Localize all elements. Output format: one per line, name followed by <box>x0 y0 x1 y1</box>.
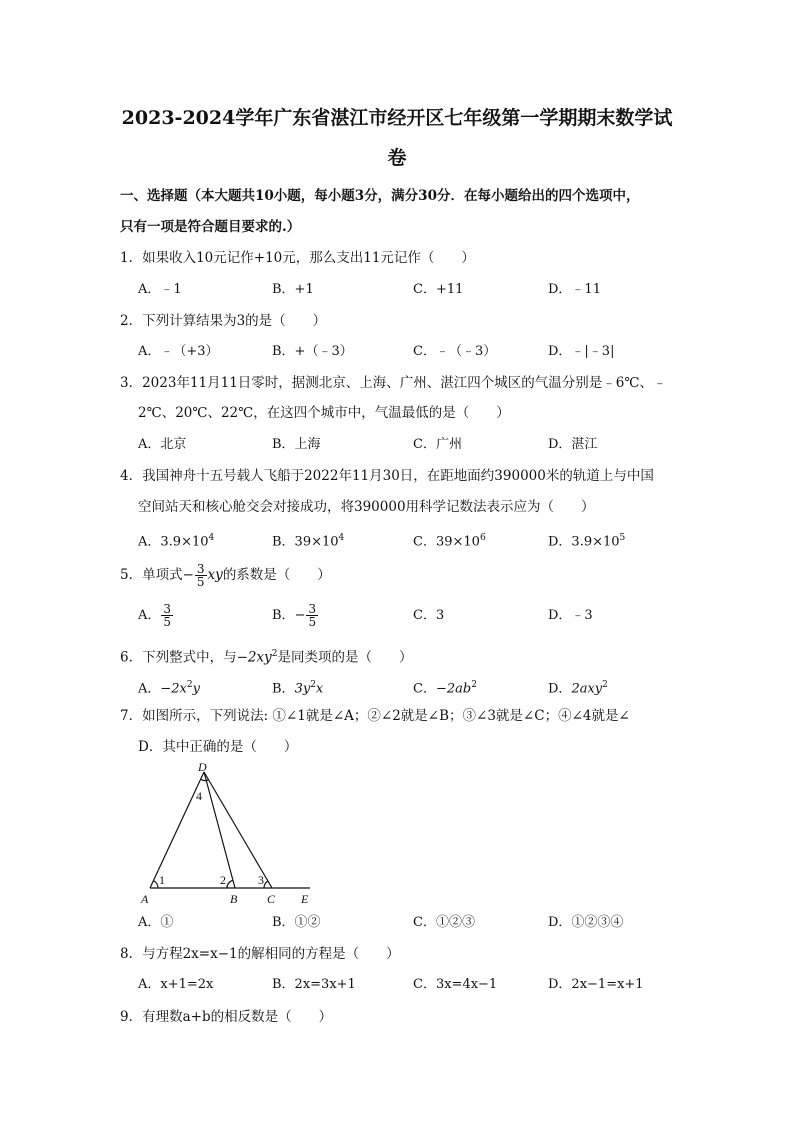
question-4-option-c: C．$39\times 10^6$ <box>413 533 486 550</box>
segment-dc <box>204 772 272 888</box>
question-7-option-b: B．①② <box>272 915 321 930</box>
question-1-stem: 1．如果收入10元记作+10元，那么支出11元记作（ ） <box>120 250 475 266</box>
triangle-figure <box>140 760 320 910</box>
segment-db <box>204 772 235 888</box>
question-2-option-d: D．﹣|﹣3| <box>548 344 615 359</box>
question-4-stem-line-2: 空间站天和核心舱交会对接成功，将390000用科学记数法表示应为（ ） <box>138 499 595 515</box>
question-4-stem-line-1: 4．我国神舟十五号载人飞船于2022年11月30日，在距地面约390000米的轨道上与中国 <box>120 468 654 484</box>
question-3-option-d: D．湛江 <box>548 437 598 452</box>
question-6-option-c: C．$-2ab^2$ <box>413 680 477 697</box>
question-1-option-c: C．+11 <box>413 282 464 297</box>
question-2-stem: 2．下列计算结果为3的是（ ） <box>120 313 327 329</box>
question-6-option-d: D．2axy$^2$ <box>548 680 608 697</box>
exam-title-line-1: 2023-2024学年广东省湛江市经开区七年级第一学期期末数学试 <box>121 107 673 129</box>
question-6-option-b: B．$3y^2x$ <box>272 680 324 697</box>
question-4-option-b: B．$39\times 10^4$ <box>272 533 345 550</box>
question-6-stem: 6．下列整式中，与$-2xy^2$是同类项的是（ ） <box>120 649 413 666</box>
question-6-option-a: A．$-2x^2y$ <box>138 680 200 697</box>
question-8-option-d: D．2x−1=x+1 <box>548 977 644 992</box>
question-2-option-b: B．+（﹣3） <box>272 344 353 359</box>
question-7-stem-line-1: 7．如图所示，下列说法: ①∠1就是∠A；②∠2就是∠B；③∠3就是∠C；④∠4就是∠ <box>120 708 630 724</box>
question-5-option-d: D．﹣3 <box>548 608 593 623</box>
angle-arc-4 <box>201 779 209 780</box>
angle-arc-3 <box>264 881 268 888</box>
question-5-stem: 5．单项式− $\frac{3}{5}$ xy的系数是（ ） <box>120 562 331 589</box>
section-heading-line-1: 一、选择题（本大题共10小题，每小题3分，满分30分．在每小题给出的四个选项中， <box>120 188 640 204</box>
question-9-stem: 9．有理数a+b的相反数是（ ） <box>120 1009 333 1025</box>
question-7-stem-line-2: D．其中正确的是（ ） <box>138 739 298 755</box>
angle-label-1: 1 <box>159 873 165 887</box>
question-8-option-b: B．2x=3x+1 <box>272 977 356 992</box>
question-1-option-a: A．﹣1 <box>138 282 182 297</box>
label-e: E <box>301 892 309 906</box>
coefficient-fraction: $\frac{3}{5}$ <box>196 562 205 589</box>
question-3-stem-line-1: 3．2023年11月11日零时，据测北京、上海、广州、湛江四个城区的气温分别是﹣6℃、﹣ <box>120 375 667 391</box>
question-3-option-a: A．北京 <box>138 437 187 452</box>
angle-label-4: 4 <box>196 789 202 803</box>
label-b: B <box>230 892 238 906</box>
angle-arc-1 <box>153 881 158 888</box>
question-7-option-d: D．①②③④ <box>548 915 624 930</box>
question-3-option-c: C．广州 <box>413 437 462 452</box>
question-4-option-a: A．$3.9\times 10^4$ <box>138 533 215 550</box>
question-2-option-c: C．﹣（﹣3） <box>413 344 497 359</box>
question-2-option-a: A．﹣（+3） <box>138 344 219 359</box>
question-1-option-b: B．+1 <box>272 282 314 297</box>
question-8-option-a: A．x+1=2x <box>138 977 214 992</box>
question-3-stem-line-2: 2℃、20℃、22℃，在这四个城市中，气温最低的是（ ） <box>138 405 510 421</box>
label-d: D <box>198 760 207 774</box>
question-8-stem: 8．与方程2x=x−1的解相同的方程是（ ） <box>120 946 400 962</box>
question-7-option-c: C．①②③ <box>413 915 475 930</box>
question-1-option-d: D．﹣11 <box>548 282 601 297</box>
question-7-option-a: A．① <box>138 915 174 930</box>
angle-arc-2 <box>227 880 233 888</box>
label-c: C <box>267 892 276 906</box>
question-8-option-c: C．3x=4x−1 <box>413 977 498 992</box>
label-a: A <box>141 892 149 906</box>
question-3-option-b: B．上海 <box>272 437 321 452</box>
question-4-option-d: D．$3.9\times 10^5$ <box>548 533 626 550</box>
angle-label-3: 3 <box>258 873 264 887</box>
question-5-option-c: C．3 <box>413 608 445 623</box>
angle-label-2: 2 <box>220 873 226 887</box>
section-heading-line-2: 只有一项是符合题目要求的.） <box>120 219 301 235</box>
question-5-option-a: A． $\frac{3}{5}$ <box>138 602 172 629</box>
question-5-option-b: B．− $\frac{3}{5}$ <box>272 602 317 629</box>
exam-title-line-2: 卷 <box>387 147 407 169</box>
